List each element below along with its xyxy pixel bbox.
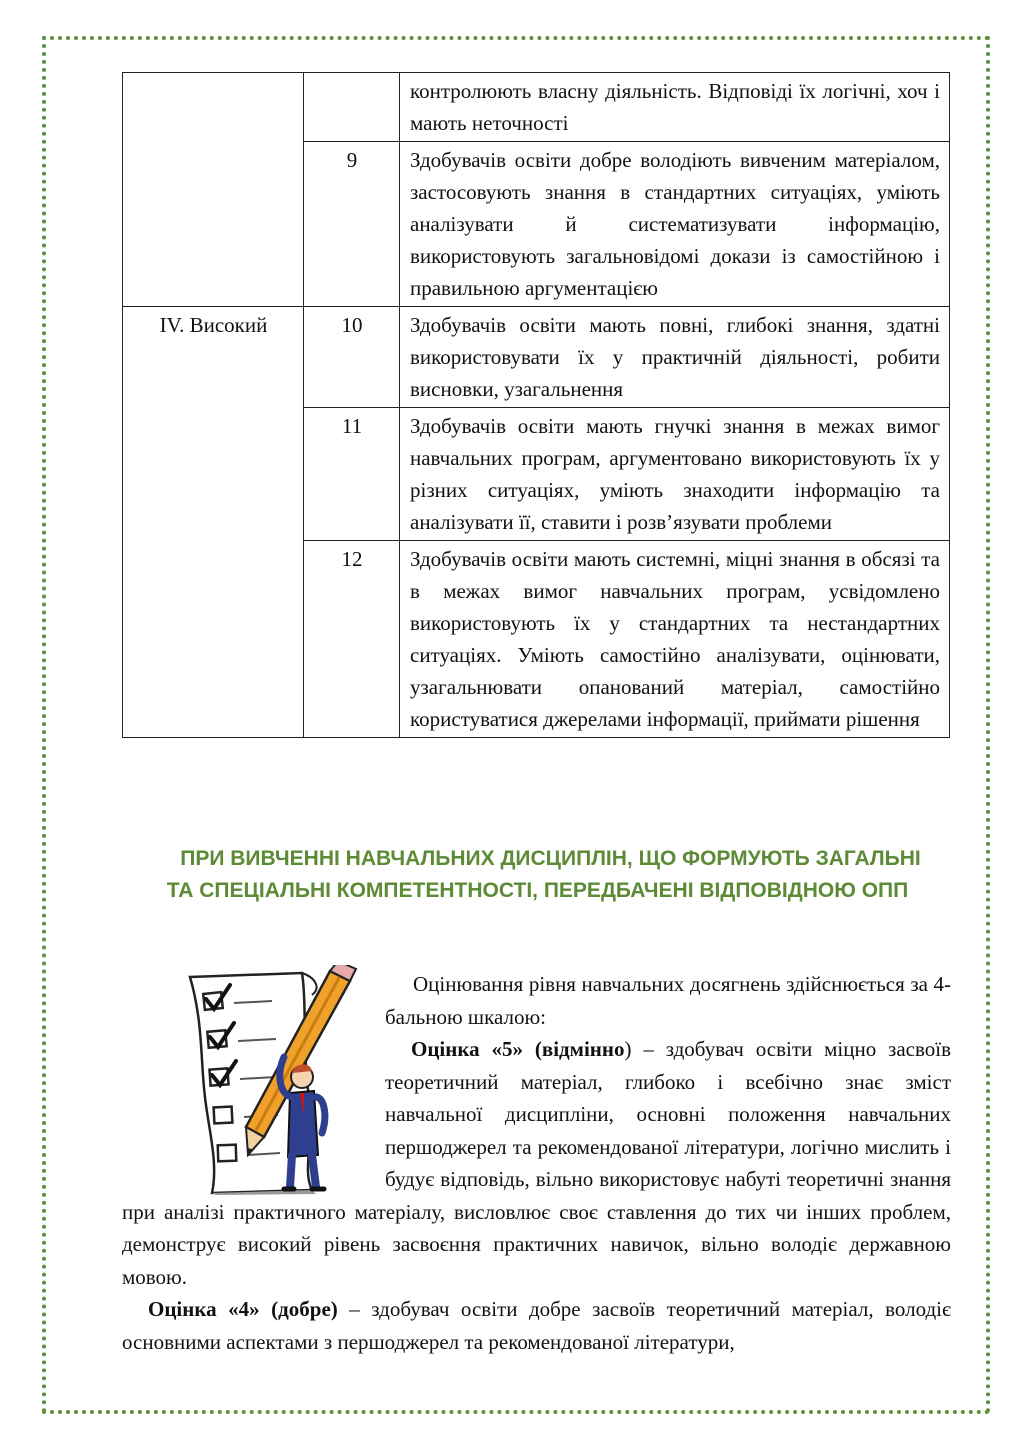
level-cell: [123, 73, 304, 307]
grade-4-label: Оцінка «4» (добре): [148, 1297, 338, 1321]
illustration-spacer: [122, 968, 385, 1192]
grade-4-paragraph: [122, 1293, 951, 1358]
grade-4-text: – здобувач освіти добре засвоїв теоретичний матеріал, володіє основними аспектами з першоджерел та рекомендованої літератури,: [122, 1297, 951, 1354]
score-cell: 10: [304, 307, 400, 408]
score-cell: 9: [304, 142, 400, 307]
description-cell: Здобувачів освіти мають повні, глибокі знання, здатні використовувати їх у практичній діяльності, робити висновки, узагальнення: [400, 307, 950, 408]
score-cell: 12: [304, 541, 400, 738]
grade-5-text: ) – здобувач освіти міцно засвоїв теоретичний матеріал, глибоко і всебічно знає зміст навчальної дисципліни, основні положення навчальних першоджерел та рекомендованої літератури, логічно мислить і будує відповідь, вільно використовує набуті теоретичні знання при аналізі практичного матеріалу, висловлює своє ставлення до тих чи інших проблем, демонструє високий рівень засвоєння практичних навичок, вільно володіє державною мовою.: [122, 1037, 952, 1289]
grading-text: [122, 968, 951, 1358]
table-row: [123, 307, 950, 408]
level-cell: IV. Високий: [123, 307, 304, 738]
description-cell: Здобувачів освіти мають системні, міцні знання в обсязі та в межах вимог навчальних програм, усвідомлено використовують їх у стандартних та нестандартних ситуаціях. Уміють самостійно аналізувати, оцінювати, узагальнювати опанований матеріал, самостійно користуватися джерелами інформації, приймати рішення: [400, 541, 950, 738]
description-cell: Здобувачів освіти мають гнучкі знання в межах вимог навчальних програм, аргументовано використовують їх у різних ситуаціях, уміють знаходити інформацію та аналізувати її, ставити і розв’язувати проблеми: [400, 408, 950, 541]
section-heading: ПРИ ВИВЧЕННІ НАВЧАЛЬНИХ ДИСЦИПЛІН, ЩО ФОРМУЮТЬ ЗАГАЛЬНІ ТА СПЕЦІАЛЬНІ КОМПЕТЕНТНОСТІ, ПЕРЕДБАЧЕНІ ВІДПОВІДНОЮ ОПП: [166, 847, 921, 902]
description-cell: Здобувачів освіти добре володіють вивченим матеріалом, застосовують знання в стандартних ситуаціях, уміють аналізувати й систематизувати інформацію, використовують загальновідомі докази із самостійною і правильною аргументацією: [400, 142, 950, 307]
score-cell: [304, 73, 400, 142]
grade-5-label: Оцінка «5» (відмінно: [411, 1037, 625, 1061]
description-cell: контролюють власну діяльність. Відповіді їх логічні, хоч і мають неточності: [400, 73, 950, 142]
grades-table: [122, 72, 950, 738]
intro-paragraph: Оцінювання рівня навчальних досягнень здійснюється за 4-бальною шкалою:: [385, 972, 951, 1029]
table-row: [123, 73, 950, 142]
score-cell: 11: [304, 408, 400, 541]
